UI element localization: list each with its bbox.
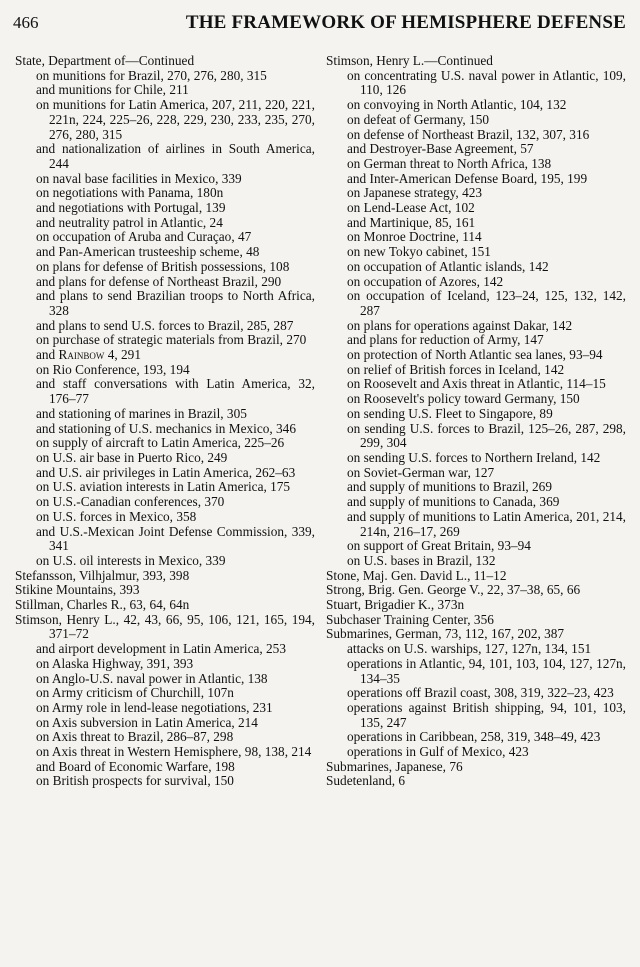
index-subentry: on sending U.S. forces to Brazil, 125–26, 287, 298, 299, 304	[347, 420, 626, 451]
index-subentry: on occupation of Iceland, 123–24, 125, 132, 142, 287	[347, 288, 626, 318]
index-subentry: on Roosevelt and Axis threat in Atlantic, 114–15	[347, 376, 606, 392]
index-subentry: and supply of munitions to Canada, 369	[347, 494, 560, 510]
index-subentry: attacks on U.S. warships, 127, 127n, 134, 151	[347, 641, 592, 657]
index-entry: State, Department of—Continued	[15, 53, 195, 68]
index-subentry: on plans for operations against Dakar, 142	[347, 317, 573, 333]
index-entry: Stimson, Henry L.—Continued	[326, 53, 493, 68]
index-subentry: operations in Atlantic, 94, 101, 103, 104, 127, 127n, 134–35	[347, 655, 626, 686]
index-subentry: on Japanese strategy, 423	[347, 185, 483, 201]
page-number: 466	[13, 13, 39, 32]
index-subentry: on negotiations with Panama, 180n	[36, 185, 224, 201]
index-subentry: operations in Gulf of Mexico, 423	[347, 744, 529, 760]
index-subentry: and plans to send Brazilian troops to North Africa, 328	[36, 288, 315, 318]
index-subentry: on plans for defense of British possessions, 108	[36, 258, 290, 274]
index-entry: Stikine Mountains, 393	[15, 582, 140, 598]
index-subentry: and negotiations with Portugal, 139	[36, 200, 226, 216]
index-subentry: on support of Great Britain, 93–94	[347, 538, 531, 554]
index-entry: Subchaser Training Center, 356	[326, 611, 494, 627]
index-entry: Strong, Brig. Gen. George V., 22, 37–38, 65, 66	[326, 582, 581, 598]
index-subentry: on Lend-Lease Act, 102	[347, 200, 475, 216]
index-subentry: on munitions for Brazil, 270, 276, 280, 315	[36, 67, 267, 83]
index-entry: Submarines, Japanese, 76	[326, 758, 463, 774]
index-subentry: on protection of North Atlantic sea lanes, 93–94	[347, 347, 603, 363]
index-subentry: operations against British shipping, 94, 101, 103, 135, 247	[347, 699, 626, 730]
index-subentry: on sending U.S. forces to Northern Ireland, 142	[347, 449, 601, 465]
index-subentry: on Axis subversion in Latin America, 214	[36, 714, 258, 730]
running-title: THE FRAMEWORK OF HEMISPHERE DEFENSE	[185, 12, 626, 33]
index-subentry: and U.S. air privileges in Latin America, 262–63	[36, 464, 296, 480]
index-subentry: on supply of aircraft to Latin America, 225–26	[36, 435, 285, 451]
index-subentry: on Army criticism of Churchill, 107n	[36, 685, 234, 701]
index-subentry: and plans for reduction of Army, 147	[347, 332, 544, 348]
index-column-left	[15, 54, 315, 789]
index-subentry: on Soviet-German war, 127	[347, 464, 495, 480]
index-column-right	[326, 54, 626, 789]
index-subentry: and Board of Economic Warfare, 198	[36, 758, 235, 774]
index-subentry: on purchase of strategic materials from Brazil, 270	[36, 332, 307, 348]
index-subentry: and stationing of marines in Brazil, 305	[36, 405, 247, 421]
index-subentry: on Rio Conference, 193, 194	[36, 361, 190, 377]
index-subentry: on Axis threat to Brazil, 286–87, 298	[36, 729, 234, 745]
index-subentry: on relief of British forces in Iceland, 142	[347, 361, 565, 377]
index-subentry: and airport development in Latin America, 253	[36, 641, 286, 657]
index-subentry: on U.S. bases in Brazil, 132	[347, 552, 496, 568]
index-entry: Stillman, Charles R., 63, 64, 64n	[15, 597, 190, 613]
index-subentry: on naval base facilities in Mexico, 339	[36, 170, 242, 186]
index-subentry: and Inter-American Defense Board, 195, 199	[347, 170, 588, 186]
running-header	[13, 7, 626, 37]
index-subentry: and staff conversations with Latin America, 32, 176–77	[36, 376, 315, 407]
index-subentry: and nationalization of airlines in South America, 244	[36, 141, 315, 171]
index-subentry: on occupation of Atlantic islands, 142	[347, 258, 549, 274]
index-subentry: on U.S. forces in Mexico, 358	[36, 508, 197, 524]
index-subentry: and U.S.-Mexican Joint Defense Commission, 339, 341	[36, 523, 315, 554]
index-subentry: and Rainbow 4, 291	[36, 347, 141, 363]
index-subentry: on U.S. aviation interests in Latin America, 175	[36, 479, 291, 495]
index-subentry: on U.S. oil interests in Mexico, 339	[36, 552, 226, 568]
index-entry: Sudetenland, 6	[326, 773, 406, 789]
index-subentry: and stationing of U.S. mechanics in Mexico, 346	[36, 420, 296, 436]
index-subentry: and Martinique, 85, 161	[347, 214, 476, 230]
index-entry: Stone, Maj. Gen. David L., 11–12	[326, 567, 507, 583]
index-subentry: operations in Caribbean, 258, 319, 348–49, 423	[347, 729, 601, 745]
index-entry: Stimson, Henry L., 42, 43, 66, 95, 106, 121, 165, 194, 371–72	[15, 611, 315, 642]
index-subentry: and munitions for Chile, 211	[36, 82, 189, 98]
index-subentry: on German threat to North Africa, 138	[347, 155, 552, 171]
index-subentry: and plans to send U.S. forces to Brazil, 285, 287	[36, 317, 294, 333]
index-subentry: on U.S.-Canadian conferences, 370	[36, 494, 225, 510]
index-subentry: on occupation of Azores, 142	[347, 273, 504, 289]
index-subentry: and plans for defense of Northeast Brazil, 290	[36, 273, 282, 289]
index-subentry: on Army role in lend-lease negotiations, 231	[36, 699, 273, 715]
index-subentry: on munitions for Latin America, 207, 211, 220, 221, 221n, 224, 225–26, 228, 229, 230, 233, 235, 270, 276, 280, 315	[36, 97, 315, 142]
index-subentry: on concentrating U.S. naval power in Atlantic, 109, 110, 126	[347, 67, 626, 98]
index-subentry: on sending U.S. Fleet to Singapore, 89	[347, 405, 553, 421]
index-subentry: and supply of munitions to Latin America, 201, 214, 214n, 216–17, 269	[347, 508, 626, 539]
index-subentry: operations off Brazil coast, 308, 319, 322–23, 423	[347, 685, 614, 701]
index-entry: Stefansson, Vilhjalmur, 393, 398	[15, 567, 190, 583]
index-subentry: on defense of Northeast Brazil, 132, 307, 316	[347, 126, 590, 142]
index-subentry: on defeat of Germany, 150	[347, 111, 490, 127]
index-subentry: and Pan-American trusteeship scheme, 48	[36, 244, 260, 260]
index-subentry: on Alaska Highway, 391, 393	[36, 655, 194, 671]
index-entry: Submarines, German, 73, 112, 167, 202, 387	[326, 626, 565, 642]
index-subentry: and Destroyer-Base Agreement, 57	[347, 141, 534, 157]
index-subentry: on Axis threat in Western Hemisphere, 98, 138, 214	[36, 744, 312, 760]
index-subentry: on convoying in North Atlantic, 104, 132	[347, 97, 567, 113]
index-subentry: on U.S. air base in Puerto Rico, 249	[36, 449, 228, 465]
index-subentry: on Roosevelt's policy toward Germany, 150	[347, 391, 580, 407]
index-subentry: and neutrality patrol in Atlantic, 24	[36, 214, 223, 230]
index-subentry: on British prospects for survival, 150	[36, 773, 234, 789]
index-subentry: on occupation of Aruba and Curaçao, 47	[36, 229, 252, 245]
index-subentry: on new Tokyo cabinet, 151	[347, 244, 491, 260]
index-subentry: and supply of munitions to Brazil, 269	[347, 479, 552, 495]
index-entry: Stuart, Brigadier K., 373n	[326, 597, 465, 613]
index-subentry: on Anglo-U.S. naval power in Atlantic, 138	[36, 670, 268, 686]
index-subentry: on Monroe Doctrine, 114	[347, 229, 482, 245]
